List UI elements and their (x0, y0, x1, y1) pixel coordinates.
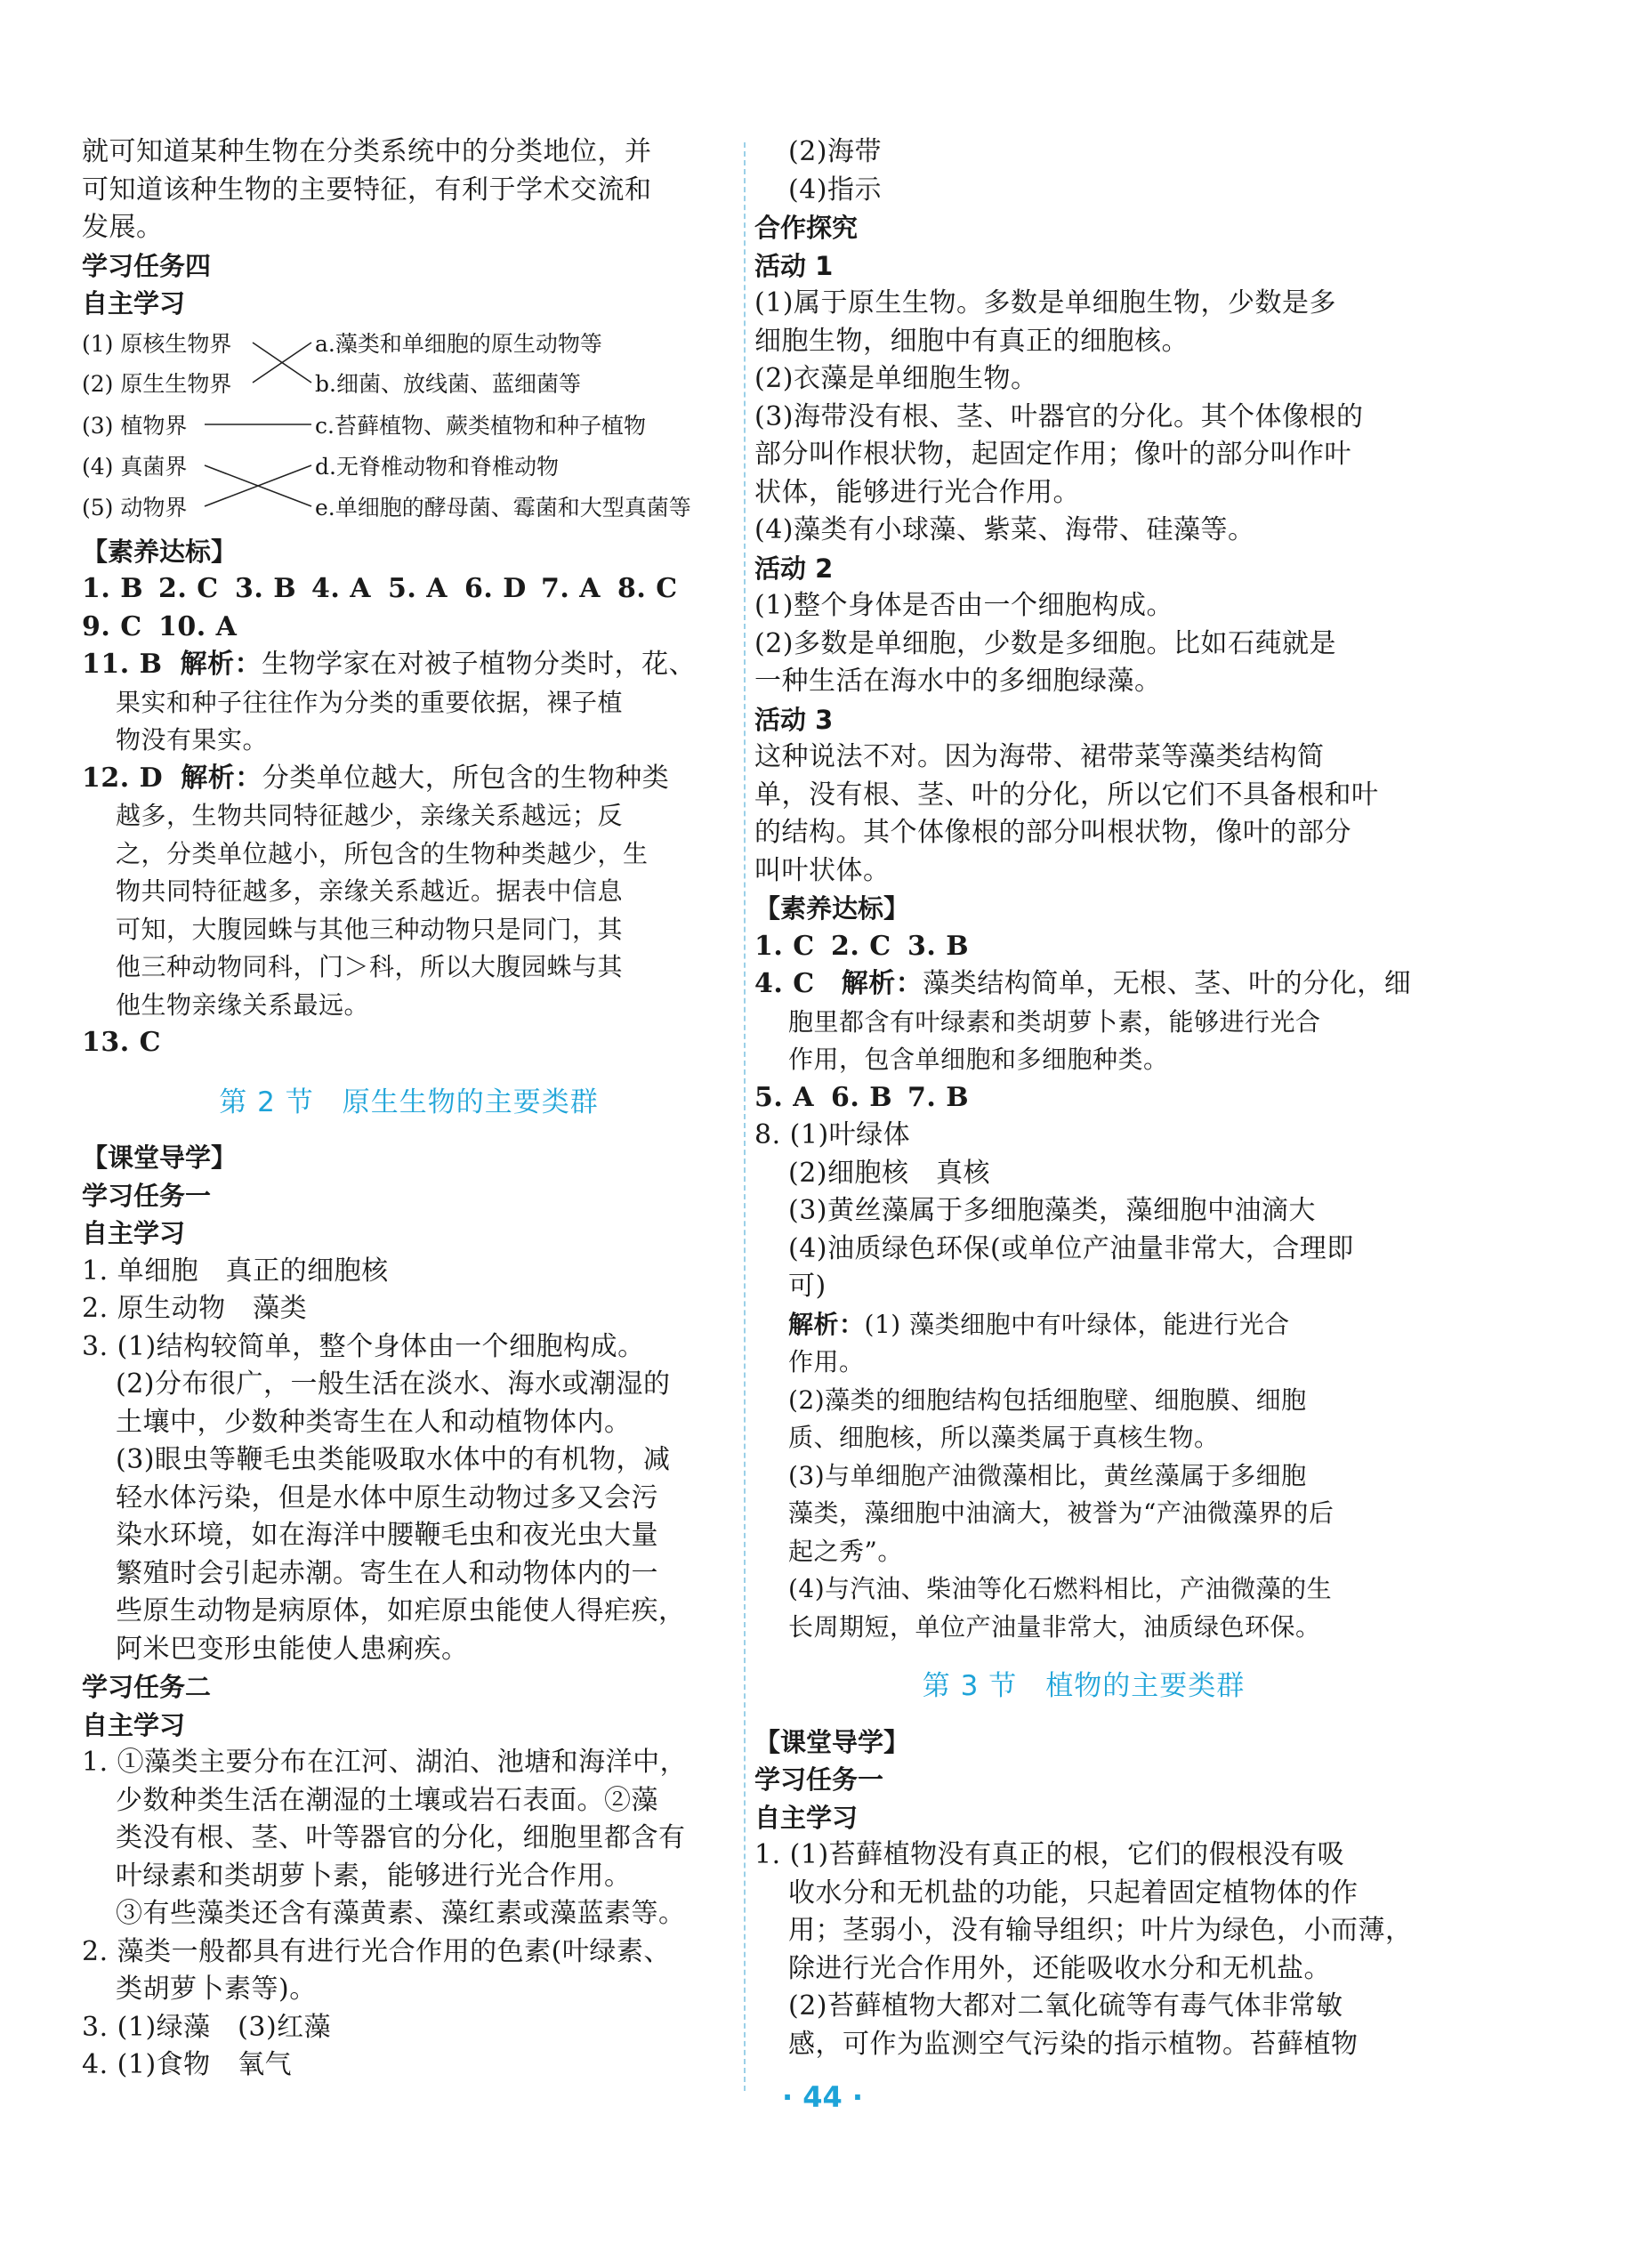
activity-2-line: 一种生活在海水中的多细胞绿藻。 (754, 666, 1162, 697)
self-study-heading: 自主学习 (754, 1802, 859, 1833)
q4-text: 藻类结构简单，无根、茎、叶的分化，细 (923, 968, 1412, 999)
q4-answer: 4. C (754, 968, 815, 999)
q8-jiexi-line (754, 1306, 1413, 1344)
q12-text: 分类单位越大，所包含的生物种类 (262, 762, 670, 794)
answers-row (754, 1079, 1413, 1118)
match-left-item: (5) 动物界 (82, 494, 188, 521)
task4-heading: 学习任务四 (82, 250, 212, 281)
suyang-heading: 【素养达标】 (82, 536, 238, 567)
q8-jiexi-line: 作用。 (788, 1347, 865, 1376)
q13-answer: 13. C (82, 1027, 162, 1058)
column-divider (744, 142, 746, 2091)
answers-row-1 (82, 570, 736, 609)
jiexi-label: 解析： (181, 762, 262, 794)
q4-line: 作用，包含单细胞和多细胞种类。 (788, 1045, 1169, 1074)
answer: 8. C (617, 573, 678, 604)
answer: 3. B (907, 930, 970, 962)
t2-answer-1-line: 叶绿素和类胡萝卜素，能够进行光合作用。 (116, 1860, 632, 1892)
answer: 9. C (82, 610, 142, 642)
activity-3-line: 单，没有根、茎、叶的分化，所以它们不具备根和叶 (754, 779, 1379, 811)
match-right-item: c.苔藓植物、蕨类植物和种子植物 (315, 412, 646, 439)
t1-answer-2: 2. 原生动物 藻类 (82, 1293, 308, 1324)
q12-line: 越多，生物共同特征越少，亲缘关系越远；反 (116, 801, 624, 830)
match-right-item: d.无脊椎动物和脊椎动物 (315, 453, 559, 480)
q8-line: (4)油质绿色环保(或单位产油量非常大，合理即 (788, 1232, 1354, 1264)
coop-heading: 合作探究 (754, 213, 859, 243)
answer-line: (4)指示 (788, 174, 882, 206)
activity-1-heading: 活动 1 (754, 250, 834, 281)
match-left-item: (2) 原生生物界 (82, 370, 232, 397)
activity-3-heading: 活动 3 (754, 704, 834, 735)
t2-answer-1: 1. ①藻类主要分布在江河、湖泊、池塘和海洋中， (82, 1747, 688, 1778)
s3-answer-1-line: 除进行光合作用外，还能吸收水分和无机盐。 (788, 1952, 1331, 1984)
answer-line: (2)海带 (788, 136, 882, 167)
q8-jiexi-line: 起之秀”。 (788, 1536, 903, 1566)
answer: 1. B (82, 573, 144, 604)
q11-line: 果实和种子往往作为分类的重要依据，裸子植 (116, 687, 624, 717)
t2-answer-3: 3. (1)绿藻 (3)红藻 (82, 2011, 332, 2043)
activity-2-line: (2)多数是单细胞，少数是多细胞。比如石莼就是 (754, 627, 1336, 659)
activity-1-line: (4)藻类有小球藻、紫菜、海带、硅藻等。 (754, 514, 1255, 545)
q12-line: 物共同特征越多，亲缘关系越近。据表中信息 (116, 876, 624, 906)
answer: 2. C (158, 573, 219, 604)
q12-answer: 12. D (82, 762, 164, 794)
q8-jiexi-line: (3)与单细胞产油微藻相比，黄丝藻属于多细胞 (788, 1460, 1307, 1490)
q8-jiexi-line: (4)与汽油、柴油等化石燃料相比，产油微藻的生 (788, 1574, 1333, 1603)
q12-line: 他三种动物同科，门＞科，所以大腹园蛛与其 (116, 952, 624, 981)
t2-answer-4: 4. (1)食物 氧气 (82, 2049, 293, 2080)
task1-heading: 学习任务一 (754, 1764, 884, 1795)
t1-answer-3-line: 土壤中，少数种类寄生在人和动植物体内。 (116, 1406, 632, 1438)
t2-answer-1-line: ③有些藻类还含有藻黄素、藻红素或藻蓝素等。 (116, 1898, 686, 1929)
q8-line: (2)细胞核 真核 (788, 1157, 990, 1189)
s3-answer-1-line: 收水分和无机盐的功能，只起着固定植物体的作 (788, 1877, 1359, 1909)
answer: 1. C (754, 930, 815, 962)
t1-answer-3-line: 轻水体污染，但是水体中原生动物过多又会污 (116, 1481, 658, 1513)
jiexi-label: 解析： (180, 649, 262, 680)
q11-text: 生物学家在对被子植物分类时，花、 (262, 649, 697, 680)
jiexi-label: 解析： (841, 968, 923, 999)
page-number: · 44 · (781, 2080, 864, 2114)
s3-answer-1-line: 感，可作为监测空气污染的指示植物。苔藓植物 (788, 2028, 1359, 2060)
activity-1-line: (1)属于原生生物。多数是单细胞生物，少数是多 (754, 287, 1336, 319)
t1-answer-3-line: (2)分布很广，一般生活在淡水、海水或潮湿的 (116, 1368, 671, 1400)
t1-answer-3: 3. (1)结构较简单，整个身体由一个细胞构成。 (82, 1330, 645, 1362)
q8-jiexi-line: 长周期短，单位产油量非常大，油质绿色环保。 (788, 1611, 1321, 1642)
answer: 7. B (907, 1081, 970, 1113)
q8-jiexi-line: 藻类，藻细胞中油滴大，被誉为“产油微藻界的后 (788, 1498, 1335, 1528)
activity-2-line: (1)整个身体是否由一个细胞构成。 (754, 590, 1173, 621)
q8-line: 8. (1)叶绿体 (754, 1119, 911, 1150)
q12-line: 之，分类单位越小，所包含的生物种类越少，生 (116, 838, 649, 868)
answer: 4. A (311, 573, 372, 604)
match-left-item: (3) 植物界 (82, 412, 188, 439)
self-study-heading: 自主学习 (82, 1218, 186, 1248)
left-column (82, 133, 736, 2085)
answer: 7. A (541, 573, 601, 604)
q11-line (82, 646, 736, 684)
suyang-heading: 【素养达标】 (754, 893, 910, 924)
q8-line: 可) (788, 1271, 827, 1302)
activity-3-line: 的结构。其个体像根的部分叫根状物，像叶的部分 (754, 817, 1351, 848)
t1-answer-3-line: 繁殖时会引起赤潮。寄生在人和动物体内的一 (116, 1557, 658, 1589)
activity-3-line: 叫叶状体。 (754, 854, 891, 886)
s3-answer-1: 1. (1)苔藓植物没有真正的根，它们的假根没有吸 (754, 1839, 1345, 1870)
t1-answer-3-line: 些原生动物是病原体，如疟原虫能使人得疟疾， (116, 1595, 686, 1626)
activity-1-line: 状体，能够进行光合作用。 (754, 476, 1080, 508)
intro-line: 可知道该种生物的主要特征，有利于学术交流和 (82, 174, 652, 206)
answers-row-2 (82, 609, 736, 647)
match-left-item: (4) 真菌界 (82, 453, 188, 480)
section-2-title: 第 2 节 原生生物的主要类群 (219, 1086, 599, 1118)
t1-answer-3-line: (3)眼虫等鞭毛虫类能吸取水体中的有机物，减 (116, 1444, 671, 1475)
q8-line: (3)黄丝藻属于多细胞藻类，藻细胞中油滴大 (788, 1195, 1316, 1226)
match-right-item: e.单细胞的酵母菌、霉菌和大型真菌等 (315, 494, 691, 521)
right-column (754, 133, 1413, 2063)
t1-answer-3-line: 阿米巴变形虫能使人患痢疾。 (116, 1633, 469, 1665)
task1-heading: 学习任务一 (82, 1180, 212, 1211)
section-3-title: 第 3 节 植物的主要类群 (922, 1670, 1246, 1702)
kingdom-matching (82, 323, 736, 533)
match-left-item: (1) 原核生物界 (82, 330, 232, 357)
answers-row (754, 928, 1413, 966)
self-study-heading: 自主学习 (82, 288, 186, 319)
intro-line: 就可知道某种生物在分类系统中的分类地位，并 (82, 136, 652, 167)
answer: 5. A (388, 573, 448, 604)
activity-1-line: 细胞生物，细胞中有真正的细胞核。 (754, 325, 1189, 357)
t1-answer-3-line: 染水环境，如在海洋中腰鞭毛虫和夜光虫大量 (116, 1520, 658, 1551)
classroom-heading: 【课堂导学】 (82, 1142, 238, 1173)
task2-heading: 学习任务二 (82, 1672, 212, 1702)
q12-line: 可知，大腹园蛛与其他三种动物只是同门，其 (116, 914, 624, 944)
q8-jiexi-line: (2)藻类的细胞结构包括细胞壁、细胞膜、细胞 (788, 1384, 1307, 1415)
t1-answer-1: 1. 单细胞 真正的细胞核 (82, 1255, 389, 1287)
match-right-item: b.细菌、放线菌、蓝细菌等 (315, 370, 581, 397)
q8-jiexi-text: (1) 藻类细胞中有叶绿体，能进行光合 (864, 1309, 1290, 1339)
t2-answer-1-line: 类没有根、茎、叶等器官的分化，细胞里都含有 (116, 1822, 686, 1853)
self-study-heading: 自主学习 (82, 1709, 186, 1740)
activity-3-line: 这种说法不对。因为海带、裙带菜等藻类结构简 (754, 741, 1325, 772)
answer: 2. C (831, 930, 891, 962)
activity-1-line: (2)衣藻是单细胞生物。 (754, 363, 1038, 394)
q4-line: 胞里都含有叶绿素和类胡萝卜素，能够进行光合 (788, 1006, 1321, 1037)
intro-line: 发展。 (82, 212, 164, 243)
t2-answer-2-line: 类胡萝卜素等)。 (116, 1973, 317, 2005)
q12-line: 他生物亲缘关系最远。 (116, 989, 370, 1020)
activity-1-line: (3)海带没有根、茎、叶器官的分化。其个体像根的 (754, 400, 1364, 432)
answer: 6. B (831, 1081, 893, 1113)
s3-answer-1-line: 用；茎弱小，没有输导组织；叶片为绿色，小而薄， (788, 1915, 1413, 1946)
q4-line (754, 965, 1413, 1004)
activity-1-line: 部分叫作根状物，起固定作用；像叶的部分叫作叶 (754, 439, 1351, 470)
answer: 5. A (754, 1081, 815, 1113)
jiexi-label: 解析： (788, 1309, 865, 1339)
t2-answer-2: 2. 藻类一般都具有进行光合作用的色素(叶绿素、 (82, 1935, 671, 1967)
q11-answer: 11. B (82, 649, 163, 680)
answer: 3. B (235, 573, 297, 604)
q12-line (82, 760, 736, 798)
q11-line: 物没有果实。 (116, 725, 269, 755)
q8-jiexi-line: 质、细胞核，所以藻类属于真核生物。 (788, 1423, 1220, 1452)
activity-2-heading: 活动 2 (754, 553, 834, 584)
classroom-heading: 【课堂导学】 (754, 1726, 910, 1757)
match-right-item: a.藻类和单细胞的原生动物等 (315, 330, 602, 357)
t2-answer-1-line: 少数种类生活在潮湿的土壤或岩石表面。②藻 (116, 1784, 658, 1816)
answer: 6. D (464, 573, 527, 604)
s3-answer-1-line: (2)苔藓植物大都对二氧化硫等有毒气体非常敏 (788, 1990, 1343, 2022)
answer: 10. A (158, 610, 238, 642)
